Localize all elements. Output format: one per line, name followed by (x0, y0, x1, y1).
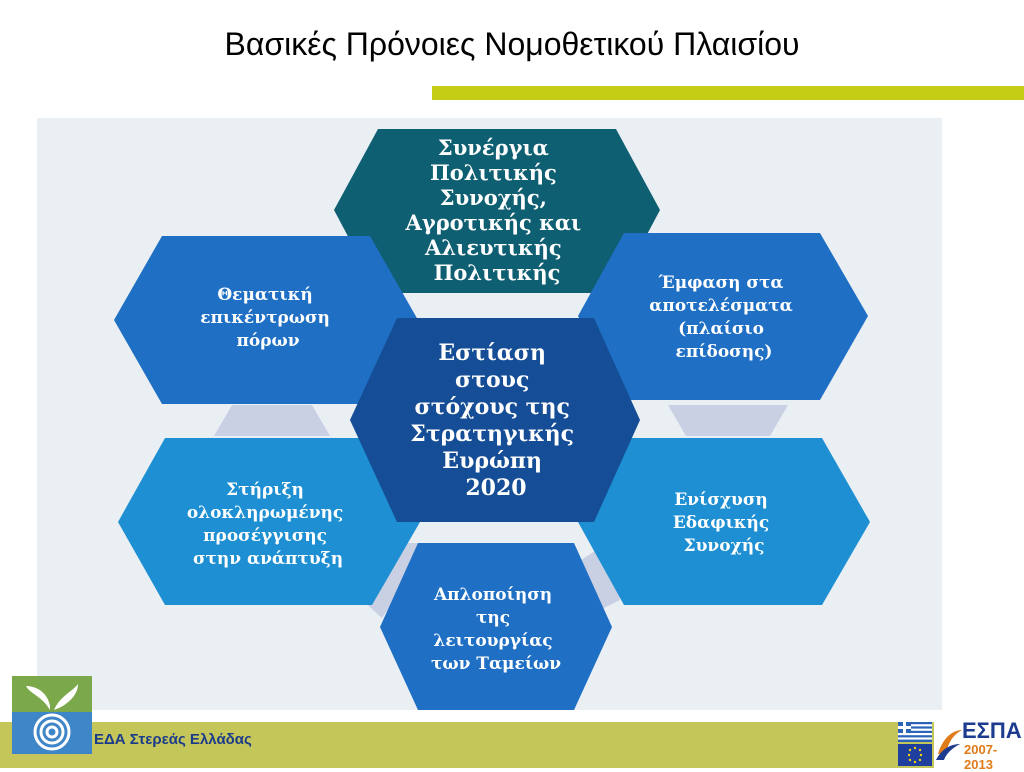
hex-policy-synergy-text: Συνέργια Πολιτικής Συνοχής, Αγροτικής και Αλιευτικής Πολιτικής (405, 135, 582, 285)
hex-europe-2020-focus-text: Εστίαση στους στόχους της Στρατηγικής Ευρώπη 2020 (410, 340, 575, 501)
connector-left (214, 405, 330, 436)
hex-territorial-cohesion (578, 438, 870, 605)
espa-swoosh-icon (934, 724, 964, 764)
hex-results-emphasis-text: Έμφαση στα αποτελέσματα (πλαίσιο επίδοσης) (649, 273, 793, 362)
connector-right (668, 405, 788, 436)
hex-integrated-approach-text: Στήριξη ολοκληρωμένης προσέγγισης στην ανάπτυξη (186, 480, 344, 569)
eu-flag-icon (898, 744, 932, 766)
sprout-spiral-logo-icon (12, 676, 92, 754)
org-name-text: ΕΔΑ Στερεάς Ελλάδας (94, 731, 252, 748)
hex-thematic-concentration-text: Θεματική επικέντρωση πόρων (200, 285, 330, 351)
espa-title: ΕΣΠΑ (962, 718, 1022, 743)
espa-logo (934, 718, 1024, 772)
hex-results-emphasis (578, 233, 868, 400)
hex-fund-simplification (380, 543, 612, 710)
slide-title: Βασικές Πρόνοιες Νομοθετικού Πλαισίου (224, 26, 800, 62)
hex-europe-2020-focus (350, 318, 640, 522)
hex-fund-simplification-text: Απλοποίηση της λειτουργίας των Ταμείων (430, 585, 562, 674)
greek-flag-icon (898, 722, 932, 742)
espa-years: 2007-2013 (964, 742, 998, 772)
hex-territorial-cohesion-text: Ενίσχυση Εδαφικής Συνοχής (672, 490, 770, 556)
